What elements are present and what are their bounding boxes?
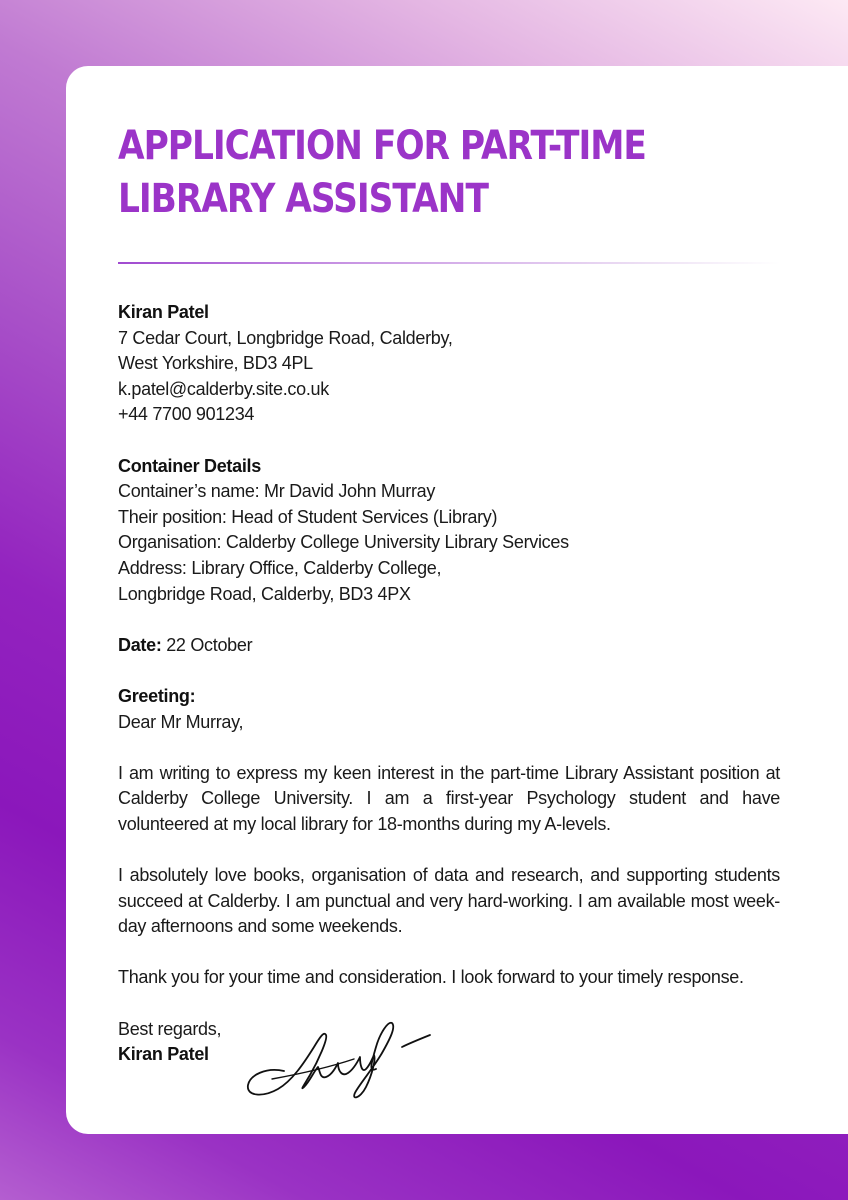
greeting-block: [118, 684, 780, 735]
closing-block: [118, 1017, 780, 1068]
sender-phone: +44 7700 901234: [118, 404, 255, 425]
closing-name: Kiran Patel: [118, 1044, 209, 1065]
container-name: Container’s name: Mr David John Murray: [118, 481, 436, 502]
container-details-heading: Container Details: [118, 455, 261, 476]
body-paragraph-1: I am writing to express my keen interest in the part-time Library Assistant position at Calderby College University. I am a first-year Psychology student and have volunteered at my local library for 18-months during my A-levels.: [118, 762, 780, 834]
body-paragraph-2: I absolutely love books, organisation of data and research, and supporting students succeed at Calderby. I am punctual and very hard-working. I am available most week-day afternoons and some weekends.: [118, 865, 780, 937]
letter-title: APPLICATION FOR PART-TIME LIBRARY ASSISTANT: [118, 123, 646, 222]
handwritten-signature: [244, 1009, 434, 1105]
date-block: [118, 633, 780, 659]
title-divider: [118, 262, 780, 264]
sender-email: k.patel@calderby.site.co.uk: [118, 378, 329, 399]
sender-address-line1: 7 Cedar Court, Longbridge Road, Calderby,: [118, 327, 453, 348]
sender-name: Kiran Patel: [118, 302, 209, 322]
greeting-text: Dear Mr Murray,: [118, 711, 244, 732]
letter-content: [118, 120, 780, 1068]
container-address-line2: Longbridge Road, Calderby, BD3 4PX: [118, 583, 411, 604]
container-organisation: Organisation: Calderby College University Library Services: [118, 532, 569, 553]
container-position: Their position: Head of Student Services (Library): [118, 506, 498, 527]
container-address-line1: Address: Library Office, Calderby College,: [118, 557, 442, 578]
sign-off: Best regards,: [118, 1018, 222, 1039]
greeting-label: Greeting:: [118, 685, 196, 706]
body-paragraph-3: Thank you for your time and consideration. I look forward to your timely response.: [118, 967, 744, 988]
date-value: 22 October: [166, 634, 253, 655]
sender-block: [118, 300, 780, 428]
container-details-block: [118, 454, 780, 608]
sender-address-line2: West Yorkshire, BD3 4PL: [118, 353, 313, 374]
date-label: Date:: [118, 634, 162, 655]
